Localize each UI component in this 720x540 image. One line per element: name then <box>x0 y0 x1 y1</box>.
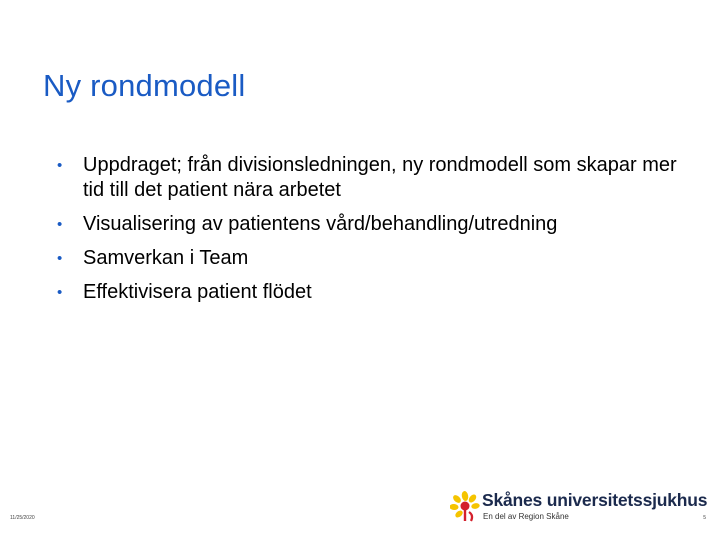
bullet-marker: • <box>57 284 63 301</box>
bullet-text: Samverkan i Team <box>83 247 249 269</box>
bullet-item <box>57 246 697 271</box>
bullet-text: Visualisering av patientens vård/behandling/utredning <box>83 213 558 235</box>
bullet-item <box>57 280 697 305</box>
sun-flower-logo-icon <box>450 490 480 522</box>
logo-subtitle: En del av Region Skåne <box>483 512 569 521</box>
bullet-item <box>57 153 697 203</box>
bullet-marker: • <box>57 157 63 174</box>
slide-title: Ny rondmodell <box>43 68 246 103</box>
hospital-logo <box>450 488 708 526</box>
footer-date: 11/25/2020 <box>10 515 35 521</box>
bullet-item <box>57 212 697 237</box>
bullet-text: Effektivisera patient flödet <box>83 281 312 303</box>
bullet-list <box>57 153 697 314</box>
bullet-text: Uppdraget; från divisionsledningen, ny rondmodell som skapar mer tid till det patient nära arbetet <box>83 154 677 201</box>
logo-name: Skånes universitetssjukhus <box>482 490 708 510</box>
bullet-marker: • <box>57 250 63 267</box>
page-number: 5 <box>703 515 706 521</box>
bullet-marker: • <box>57 216 63 233</box>
